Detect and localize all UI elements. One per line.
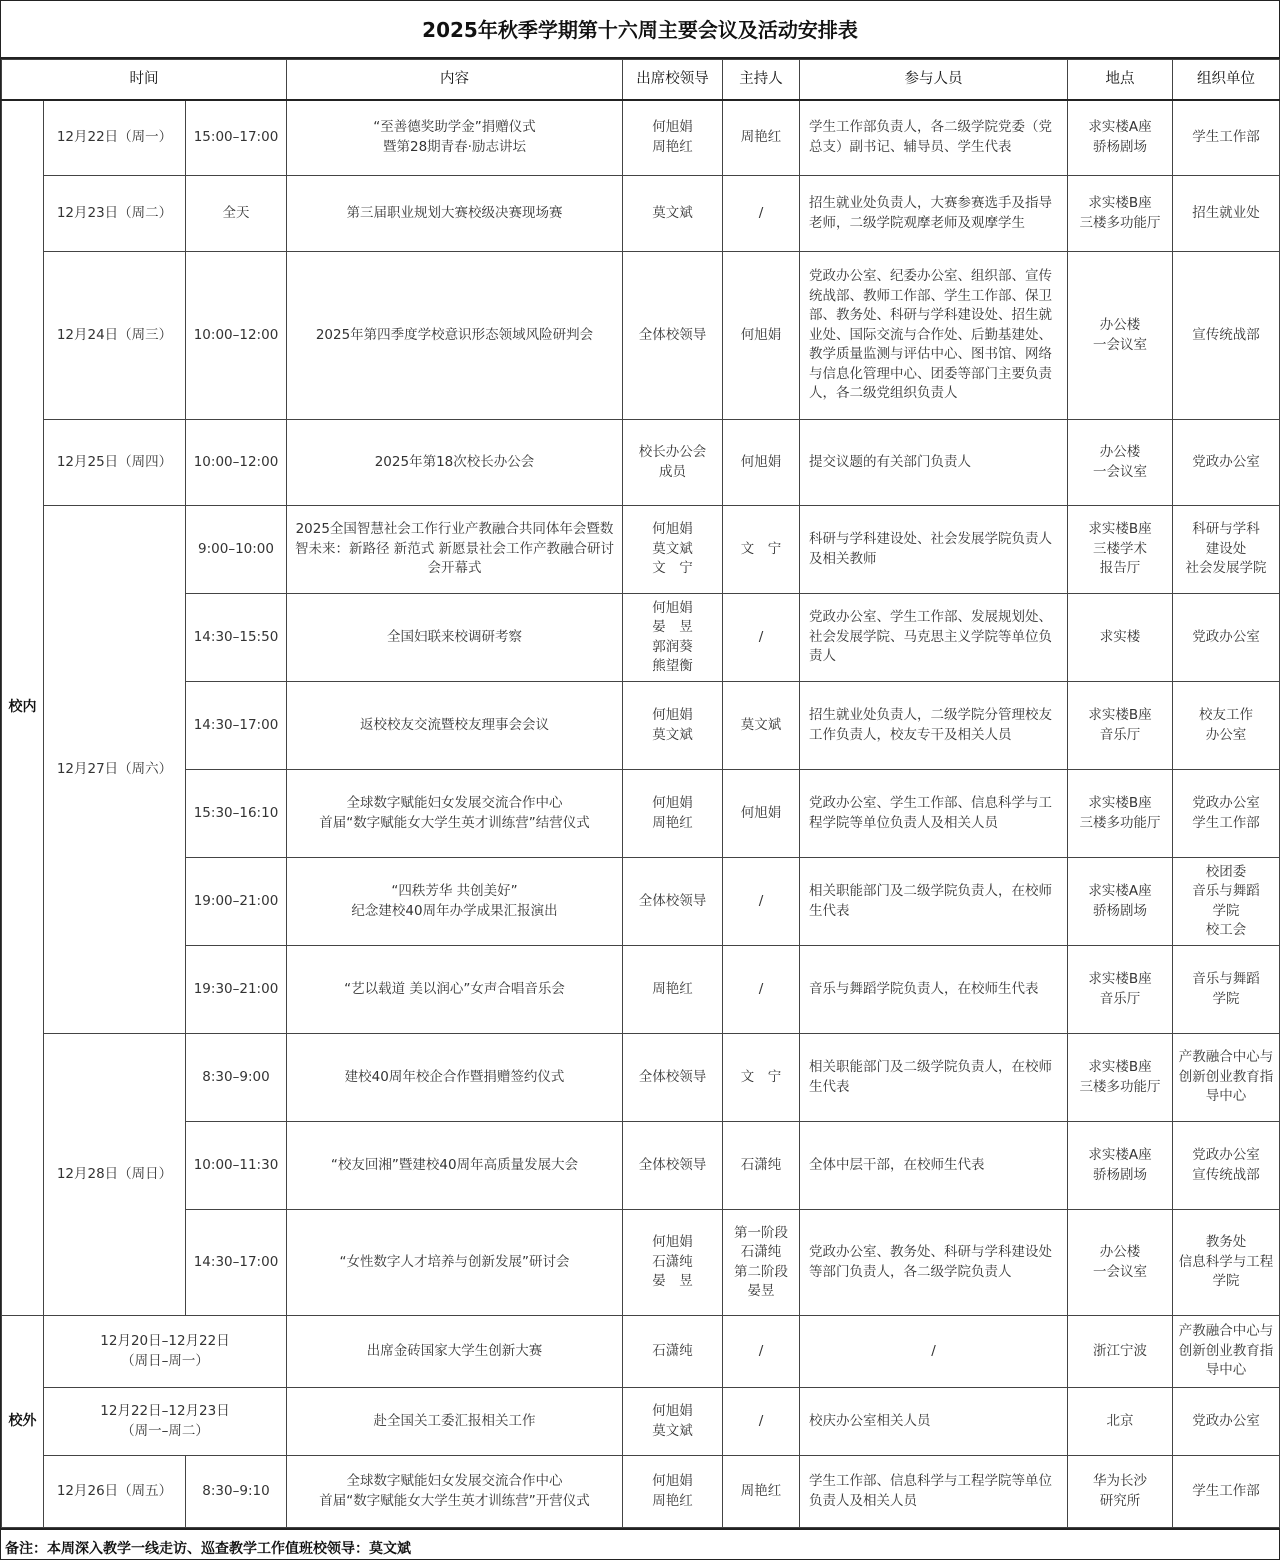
content-cell: 赴全国关工委汇报相关工作 [287, 1388, 623, 1456]
table-row-external [2, 1316, 1280, 1388]
organizer-cell: 招生就业处 [1173, 176, 1280, 252]
location-cell: 华为长沙 研究所 [1068, 1456, 1173, 1528]
date-cell: 12月26日（周五） [44, 1456, 186, 1528]
leader-cell: 何旭娟 莫文斌 [623, 682, 723, 770]
content-cell: 出席金砖国家大学生创新大赛 [287, 1316, 623, 1388]
time-cell: 8:30–9:10 [186, 1456, 287, 1528]
location-cell: 求实楼B座 音乐厅 [1068, 946, 1173, 1034]
header-row [2, 60, 1280, 100]
organizer-cell: 产教融合中心与创新创业教育指导中心 [1173, 1316, 1280, 1388]
host-cell: 莫文斌 [723, 682, 800, 770]
time-cell: 14:30–17:00 [186, 682, 287, 770]
host-cell: / [723, 1316, 800, 1388]
location-cell: 求实楼B座 三楼多功能厅 [1068, 770, 1173, 858]
content-cell: 返校校友交流暨校友理事会会议 [287, 682, 623, 770]
organizer-cell: 产教融合中心与创新创业教育指导中心 [1173, 1034, 1280, 1122]
time-cell: 全天 [186, 176, 287, 252]
leader-cell: 何旭娟 晏 昱 郭润葵 熊望衡 [623, 594, 723, 682]
participants-cell: 学生工作部、信息科学与工程学院等单位负责人及相关人员 [800, 1456, 1068, 1528]
participants-cell: 校庆办公室相关人员 [800, 1388, 1068, 1456]
date-cell: 12月20日–12月22日 （周日–周一） [44, 1316, 287, 1388]
table-row [2, 946, 1280, 1034]
host-cell: 石潇纯 [723, 1122, 800, 1210]
host-cell: / [723, 594, 800, 682]
organizer-cell: 党政办公室 [1173, 594, 1280, 682]
location-cell: 办公楼 一会议室 [1068, 420, 1173, 506]
host-cell: 文 宁 [723, 1034, 800, 1122]
content-cell: “至善德奖助学金”捐赠仪式 暨第28期青春·励志讲坛 [287, 100, 623, 176]
location-cell: 求实楼B座 三楼多功能厅 [1068, 176, 1173, 252]
organizer-cell: 校团委 音乐与舞蹈 学院 校工会 [1173, 858, 1280, 946]
header-time: 时间 [2, 60, 287, 100]
content-cell: 全球数字赋能妇女发展交流合作中心 首届“数字赋能女大学生英才训练营”结营仪式 [287, 770, 623, 858]
section-label-external: 校外 [2, 1316, 44, 1528]
organizer-cell: 宣传统战部 [1173, 252, 1280, 420]
date-cell: 12月25日（周四） [44, 420, 186, 506]
time-cell: 8:30–9:00 [186, 1034, 287, 1122]
location-cell: 办公楼 一会议室 [1068, 1210, 1173, 1316]
participants-cell: 党政办公室、学生工作部、信息科学与工程学院等单位负责人及相关人员 [800, 770, 1068, 858]
leader-cell: 何旭娟 周艳红 [623, 1456, 723, 1528]
table-row [2, 176, 1280, 252]
time-cell: 14:30–17:00 [186, 1210, 287, 1316]
leader-cell: 何旭娟 石潇纯 晏 昱 [623, 1210, 723, 1316]
leader-cell: 何旭娟 周艳红 [623, 770, 723, 858]
content-cell: “艺以载道 美以润心”女声合唱音乐会 [287, 946, 623, 1034]
leader-cell: 何旭娟 周艳红 [623, 100, 723, 176]
table-body [2, 60, 1280, 1528]
location-cell: 浙江宁波 [1068, 1316, 1173, 1388]
table-row [2, 594, 1280, 682]
date-cell: 12月28日（周日） [44, 1034, 186, 1316]
date-cell: 12月22日–12月23日 （周一–周二） [44, 1388, 287, 1456]
participants-cell: 招生就业处负责人，大赛参赛选手及指导老师，二级学院观摩老师及观摩学生 [800, 176, 1068, 252]
participants-cell: 招生就业处负责人，二级学院分管理校友工作负责人，校友专干及相关人员 [800, 682, 1068, 770]
host-cell: 第一阶段 石潇纯 第二阶段 晏昱 [723, 1210, 800, 1316]
table-row [2, 100, 1280, 176]
time-cell: 19:00–21:00 [186, 858, 287, 946]
host-cell: 何旭娟 [723, 420, 800, 506]
host-cell: / [723, 858, 800, 946]
header-leader: 出席校领导 [623, 60, 723, 100]
host-cell: 文 宁 [723, 506, 800, 594]
host-cell: / [723, 176, 800, 252]
page-title: 2025年秋季学期第十六周主要会议及活动安排表 [1, 1, 1279, 59]
table-row [2, 682, 1280, 770]
location-cell: 求实楼B座 三楼多功能厅 [1068, 1034, 1173, 1122]
leader-cell: 全体校领导 [623, 1034, 723, 1122]
organizer-cell: 音乐与舞蹈 学院 [1173, 946, 1280, 1034]
host-cell: 周艳红 [723, 1456, 800, 1528]
time-cell: 15:00–17:00 [186, 100, 287, 176]
date-cell: 12月24日（周三） [44, 252, 186, 420]
time-cell: 9:00–10:00 [186, 506, 287, 594]
participants-cell: 提交议题的有关部门负责人 [800, 420, 1068, 506]
organizer-cell: 党政办公室 学生工作部 [1173, 770, 1280, 858]
leader-cell: 全体校领导 [623, 1122, 723, 1210]
organizer-cell: 党政办公室 [1173, 420, 1280, 506]
table-row [2, 770, 1280, 858]
time-cell: 15:30–16:10 [186, 770, 287, 858]
participants-cell: 音乐与舞蹈学院负责人，在校师生代表 [800, 946, 1068, 1034]
leader-cell: 全体校领导 [623, 252, 723, 420]
participants-cell: 科研与学科建设处、社会发展学院负责人及相关教师 [800, 506, 1068, 594]
content-cell: 第三届职业规划大赛校级决赛现场赛 [287, 176, 623, 252]
header-location: 地点 [1068, 60, 1173, 100]
participants-cell: / [800, 1316, 1068, 1388]
footer-note: 备注：本周深入教学一线走访、巡查教学工作值班校领导：莫文斌 [1, 1528, 1279, 1566]
leader-cell: 何旭娟 莫文斌 文 宁 [623, 506, 723, 594]
participants-cell: 党政办公室、纪委办公室、组织部、宣传统战部、教师工作部、学生工作部、保卫部、教务处、科研与学科建设处、招生就业处、国际交流与合作处、后勤基建处、教学质量监测与评估中心、图书馆、网络与信息化管理中心、团委等部门主要负责人，各二级党组织负责人 [800, 252, 1068, 420]
time-cell: 14:30–15:50 [186, 594, 287, 682]
location-cell: 办公楼 一会议室 [1068, 252, 1173, 420]
location-cell: 求实楼B座 音乐厅 [1068, 682, 1173, 770]
participants-cell: 全体中层干部，在校师生代表 [800, 1122, 1068, 1210]
header-content: 内容 [287, 60, 623, 100]
table-row [2, 1210, 1280, 1316]
participants-cell: 学生工作部负责人，各二级学院党委（党总支）副书记、辅导员、学生代表 [800, 100, 1068, 176]
content-cell: “女性数字人才培养与创新发展”研讨会 [287, 1210, 623, 1316]
table-row [2, 858, 1280, 946]
content-cell: 全国妇联来校调研考察 [287, 594, 623, 682]
date-cell: 12月22日（周一） [44, 100, 186, 176]
content-cell: 2025全国智慧社会工作行业产教融合共同体年会暨数智未来：新路径 新范式 新愿景社会工作产教融合研讨会开幕式 [287, 506, 623, 594]
organizer-cell: 学生工作部 [1173, 100, 1280, 176]
content-cell: 2025年第四季度学校意识形态领域风险研判会 [287, 252, 623, 420]
time-cell: 10:00–12:00 [186, 420, 287, 506]
location-cell: 北京 [1068, 1388, 1173, 1456]
table-row [2, 1122, 1280, 1210]
content-cell: “校友回湘”暨建校40周年高质量发展大会 [287, 1122, 623, 1210]
table-row-external [2, 1456, 1280, 1528]
organizer-cell: 教务处 信息科学与工程学院 [1173, 1210, 1280, 1316]
leader-cell: 何旭娟 莫文斌 [623, 1388, 723, 1456]
time-cell: 10:00–12:00 [186, 252, 287, 420]
leader-cell: 石潇纯 [623, 1316, 723, 1388]
participants-cell: 党政办公室、教务处、科研与学科建设处等部门负责人，各二级学院负责人 [800, 1210, 1068, 1316]
table-row [2, 420, 1280, 506]
host-cell: / [723, 946, 800, 1034]
participants-cell: 相关职能部门及二级学院负责人，在校师生代表 [800, 1034, 1068, 1122]
location-cell: 求实楼B座 三楼学术 报告厅 [1068, 506, 1173, 594]
location-cell: 求实楼A座 骄杨剧场 [1068, 858, 1173, 946]
leader-cell: 莫文斌 [623, 176, 723, 252]
organizer-cell: 党政办公室 [1173, 1388, 1280, 1456]
organizer-cell: 党政办公室 宣传统战部 [1173, 1122, 1280, 1210]
host-cell: 周艳红 [723, 100, 800, 176]
content-cell: “四秩芳华 共创美好” 纪念建校40周年办学成果汇报演出 [287, 858, 623, 946]
participants-cell: 相关职能部门及二级学院负责人，在校师生代表 [800, 858, 1068, 946]
leader-cell: 全体校领导 [623, 858, 723, 946]
location-cell: 求实楼 [1068, 594, 1173, 682]
organizer-cell: 校友工作 办公室 [1173, 682, 1280, 770]
header-host: 主持人 [723, 60, 800, 100]
organizer-cell: 学生工作部 [1173, 1456, 1280, 1528]
host-cell: / [723, 1388, 800, 1456]
table-row-external [2, 1388, 1280, 1456]
host-cell: 何旭娟 [723, 252, 800, 420]
leader-cell: 校长办公会 成员 [623, 420, 723, 506]
host-cell: 何旭娟 [723, 770, 800, 858]
date-cell: 12月23日（周二） [44, 176, 186, 252]
header-organizer: 组织单位 [1173, 60, 1280, 100]
date-cell: 12月27日（周六） [44, 506, 186, 1034]
table-row [2, 1034, 1280, 1122]
time-cell: 19:30–21:00 [186, 946, 287, 1034]
content-cell: 2025年第18次校长办公会 [287, 420, 623, 506]
leader-cell: 周艳红 [623, 946, 723, 1034]
table-row [2, 252, 1280, 420]
location-cell: 求实楼A座 骄杨剧场 [1068, 1122, 1173, 1210]
participants-cell: 党政办公室、学生工作部、发展规划处、社会发展学院、马克思主义学院等单位负责人 [800, 594, 1068, 682]
location-cell: 求实楼A座 骄杨剧场 [1068, 100, 1173, 176]
table-row [2, 506, 1280, 594]
schedule-table [1, 59, 1280, 1528]
content-cell: 全球数字赋能妇女发展交流合作中心 首届“数字赋能女大学生英才训练营”开营仪式 [287, 1456, 623, 1528]
time-cell: 10:00–11:30 [186, 1122, 287, 1210]
section-label-internal: 校内 [2, 100, 44, 1316]
content-cell: 建校40周年校企合作暨捐赠签约仪式 [287, 1034, 623, 1122]
organizer-cell: 科研与学科 建设处 社会发展学院 [1173, 506, 1280, 594]
header-participants: 参与人员 [800, 60, 1068, 100]
